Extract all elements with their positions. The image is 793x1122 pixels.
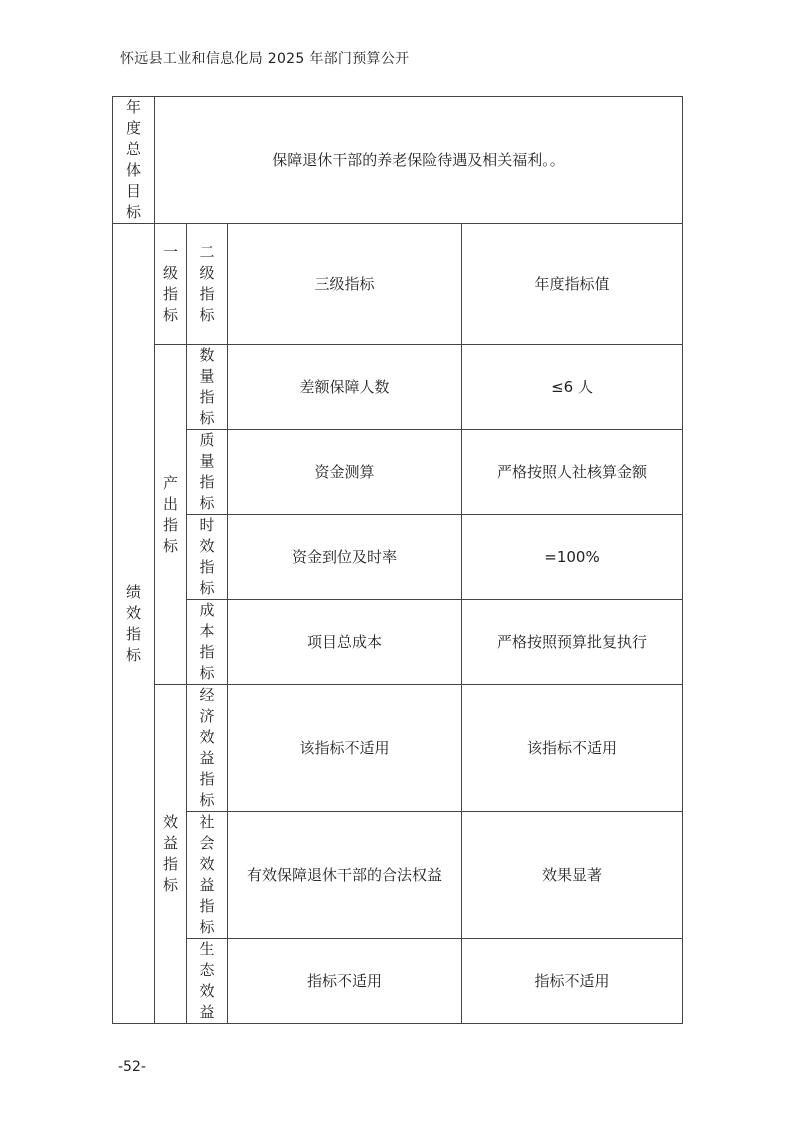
level3-text: 项目总成本 (306, 633, 382, 651)
value-text: 严格按照预算批复执行 (497, 633, 648, 651)
level2-cell (187, 600, 228, 685)
value-text: ≤6 人 (551, 378, 593, 396)
value-cell (462, 939, 683, 1024)
value-cell (462, 600, 683, 685)
level3-header-cell (228, 224, 462, 345)
annual-goal-text: 保障退休干部的养老保险待遇及相关福利。。 (272, 151, 565, 169)
value-text: 效果显著 (542, 866, 603, 884)
level3-text: 指标不适用 (306, 972, 382, 990)
table-row (113, 345, 683, 430)
level3-cell (228, 939, 462, 1024)
benefit-indicator-cell (155, 685, 187, 1024)
value-cell (462, 515, 683, 600)
quantity-indicator-label: 数量指标 (199, 346, 215, 427)
level2-header-cell (187, 224, 228, 345)
level3-cell (228, 685, 462, 812)
value-text: 指标不适用 (534, 972, 610, 990)
indicator-header-row (113, 224, 683, 345)
ecological-benefit-label: 生态效益 (199, 940, 215, 1021)
value-cell (462, 812, 683, 939)
level3-text: 差额保障人数 (299, 378, 390, 396)
value-header-cell (462, 224, 683, 345)
social-benefit-label: 社会效益指标 (199, 813, 215, 936)
value-cell (462, 685, 683, 812)
output-indicator-cell (155, 345, 187, 685)
page-number: -52- (118, 1059, 146, 1075)
table-row (113, 685, 683, 812)
output-indicator-label: 产出指标 (162, 473, 178, 555)
level3-cell (228, 600, 462, 685)
level2-cell (187, 812, 228, 939)
document-header: 怀远县工业和信息化局 2025 年部门预算公开 (120, 51, 410, 67)
level3-cell (228, 515, 462, 600)
table-row (113, 430, 683, 515)
level2-cell (187, 515, 228, 600)
level1-header: 一级指标 (162, 243, 178, 324)
cost-indicator-label: 成本指标 (199, 601, 215, 682)
annual-goal-text-cell (155, 97, 683, 224)
timeliness-indicator-label: 时效指标 (199, 516, 215, 597)
table-row (113, 939, 683, 1024)
level1-header-cell (155, 224, 187, 345)
level2-cell (187, 345, 228, 430)
table-row (113, 812, 683, 939)
performance-goal-table (112, 96, 683, 1024)
level3-text: 资金测算 (314, 463, 375, 481)
value-text: =100% (544, 548, 600, 566)
level3-text: 有效保障退休干部的合法权益 (246, 866, 442, 884)
benefit-indicator-label: 效益指标 (162, 813, 178, 894)
level3-cell (228, 345, 462, 430)
table-row (113, 600, 683, 685)
value-header: 年度指标值 (534, 275, 610, 293)
quality-indicator-label: 质量指标 (199, 431, 215, 512)
value-cell (462, 430, 683, 515)
economic-benefit-label: 经济效益指标 (199, 686, 215, 809)
annual-goal-label-cell (113, 97, 155, 224)
performance-indicator-label-cell (113, 224, 155, 1024)
level3-cell (228, 812, 462, 939)
value-cell (462, 345, 683, 430)
table-row (113, 515, 683, 600)
level3-header: 三级指标 (314, 275, 375, 293)
level2-cell (187, 430, 228, 515)
value-text: 该指标不适用 (527, 739, 618, 757)
level2-header: 二级指标 (199, 243, 215, 324)
annual-goal-row (113, 97, 683, 224)
level3-text: 资金到位及时率 (291, 548, 397, 566)
level3-text: 该指标不适用 (299, 739, 390, 757)
level3-cell (228, 430, 462, 515)
value-text: 严格按照人社核算金额 (497, 463, 648, 481)
annual-goal-label: 年度总体目标 (125, 98, 141, 221)
performance-indicator-label: 绩效指标 (125, 582, 141, 664)
level2-cell (187, 685, 228, 812)
level2-cell (187, 939, 228, 1024)
